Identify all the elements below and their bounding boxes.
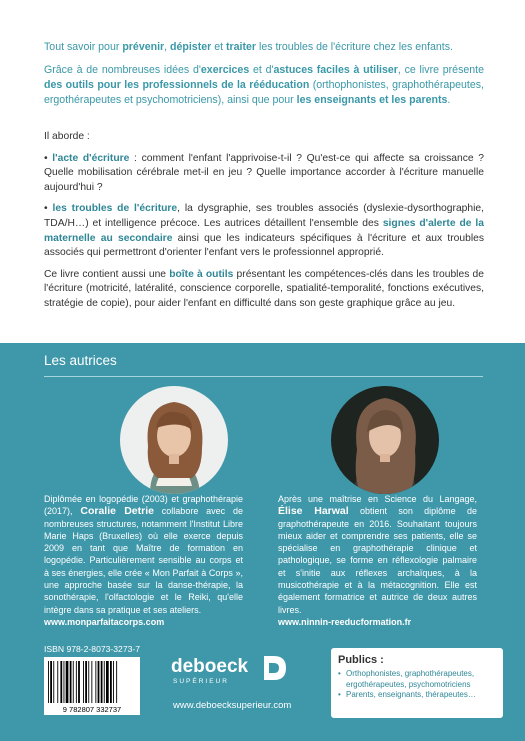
publics-box <box>331 648 503 718</box>
barcode-digits: 9 782807 332737 <box>62 705 122 714</box>
intro-line-2: Grâce à de nombreuses idées d'exercices et d'astuces faciles à utiliser, ce livre présente des outils pour les professionnels de la rééducation (orthophonistes, graphothérapeutes, ergothérapeutes et psychomotriciens), ainsi que pour les enseignants et les parents. <box>44 64 484 106</box>
author-photo-elise <box>331 386 439 494</box>
boite-outils-paragraph: Ce livre contient aussi une boîte à outils présentant les compétences-clés dans les troubles de l'écriture (motricité, latéralité, conscience corporelle, spatialité-temporalité, fonctions exécutives, stratégie de copie), pour aider l'enfant en difficulté dans son geste graphique grâce au jeu. <box>44 268 484 309</box>
bio-coralie: Diplômée en logopédie (2003) et graphothérapie (2017), Coralie Detrie collabore avec de nombreuses structures, notamment l'Institut Libre Marie Haps (Bruxelles) où elle exerce depuis 2009 en tant que Maître de formation en logopédie. Particulièrement sensible au corps et à ses énergies, elle crée « Mon Parfait à Corps », une approche basée sur la danse-thérapie, la sonothérapie, l'olfactologie et le Reiki, qu'elle intègre dans sa pratique et ses ateliers. www.monparfaitacorps.com <box>44 494 243 627</box>
aborde-label: Il aborde : <box>44 131 90 142</box>
bullet-troubles-ecriture: • les troubles de l'écriture, la dysgraphie, ses troubles associés (dyslexie-dysorthographie, TDA/H…) et intelligence précoce. Les autrices détaillent l'ensemble des signes d'alerte de la maternelle au secondaire ainsi que les indicateurs spécifiques à l'écriture et aux troubles associés qui permettront d'orienter l'enfant vers le professionnel approprié. <box>44 203 484 259</box>
intro-text <box>44 40 484 116</box>
divider <box>44 376 483 377</box>
isbn: ISBN 978-2-8073-3273-7 <box>44 644 141 654</box>
publics-title: Publics : <box>338 654 384 666</box>
body-text <box>44 130 484 319</box>
authors-heading: Les autrices <box>44 353 117 368</box>
author-website-link[interactable]: www.monparfaitacorps.com <box>44 616 165 627</box>
svg-text:deboeck: deboeck <box>171 656 249 677</box>
barcode <box>44 657 140 715</box>
authors-section <box>0 343 525 741</box>
bio-elise: Après une maîtrise en Science du Langage, Élise Harwal obtient son diplôme de graphothérapeute en 2016. Souhaitant toujours mieux aider et comprendre ses patients, elle se spécialise en graphothérapie clinique et pathologique, se forme en réflexologie palmaire et s'initie aux réflexes archaïques, à la musicothérapie et à la métacognition. Elle est également formatrice et autrice de deux autres livres. www.ninnin-reeducformation.fr <box>278 494 477 627</box>
author-name: Élise Harwal <box>278 505 349 518</box>
publisher-logo <box>171 650 291 690</box>
intro-line-1: Tout savoir pour prévenir, dépister et traiter les troubles de l'écriture chez les enfants. <box>44 41 453 53</box>
author-website-link[interactable]: www.ninnin-reeducformation.fr <box>278 616 412 627</box>
author-name: Coralie Detrie <box>80 505 154 518</box>
bullet-acte-ecriture: • l'acte d'écriture : comment l'enfant l'apprivoise-t-il ? Qu'est-ce qui affecte sa croissance ? Quelle mobilisation cérébrale met-il en jeu ? Quelle importance accorder à l'écriture manuelle aujourd'hui ? <box>44 152 485 193</box>
author-photo-coralie <box>120 386 228 494</box>
publisher-website-link[interactable]: www.deboecksuperieur.com <box>173 700 292 711</box>
svg-text:SUPÉRIEUR: SUPÉRIEUR <box>173 678 229 685</box>
publics-item: • Orthophonistes, graphothérapeutes, ergothérapeutes, psychomotriciens <box>338 669 496 690</box>
publics-item: • Parents, enseignants, thérapeutes… <box>338 690 496 701</box>
